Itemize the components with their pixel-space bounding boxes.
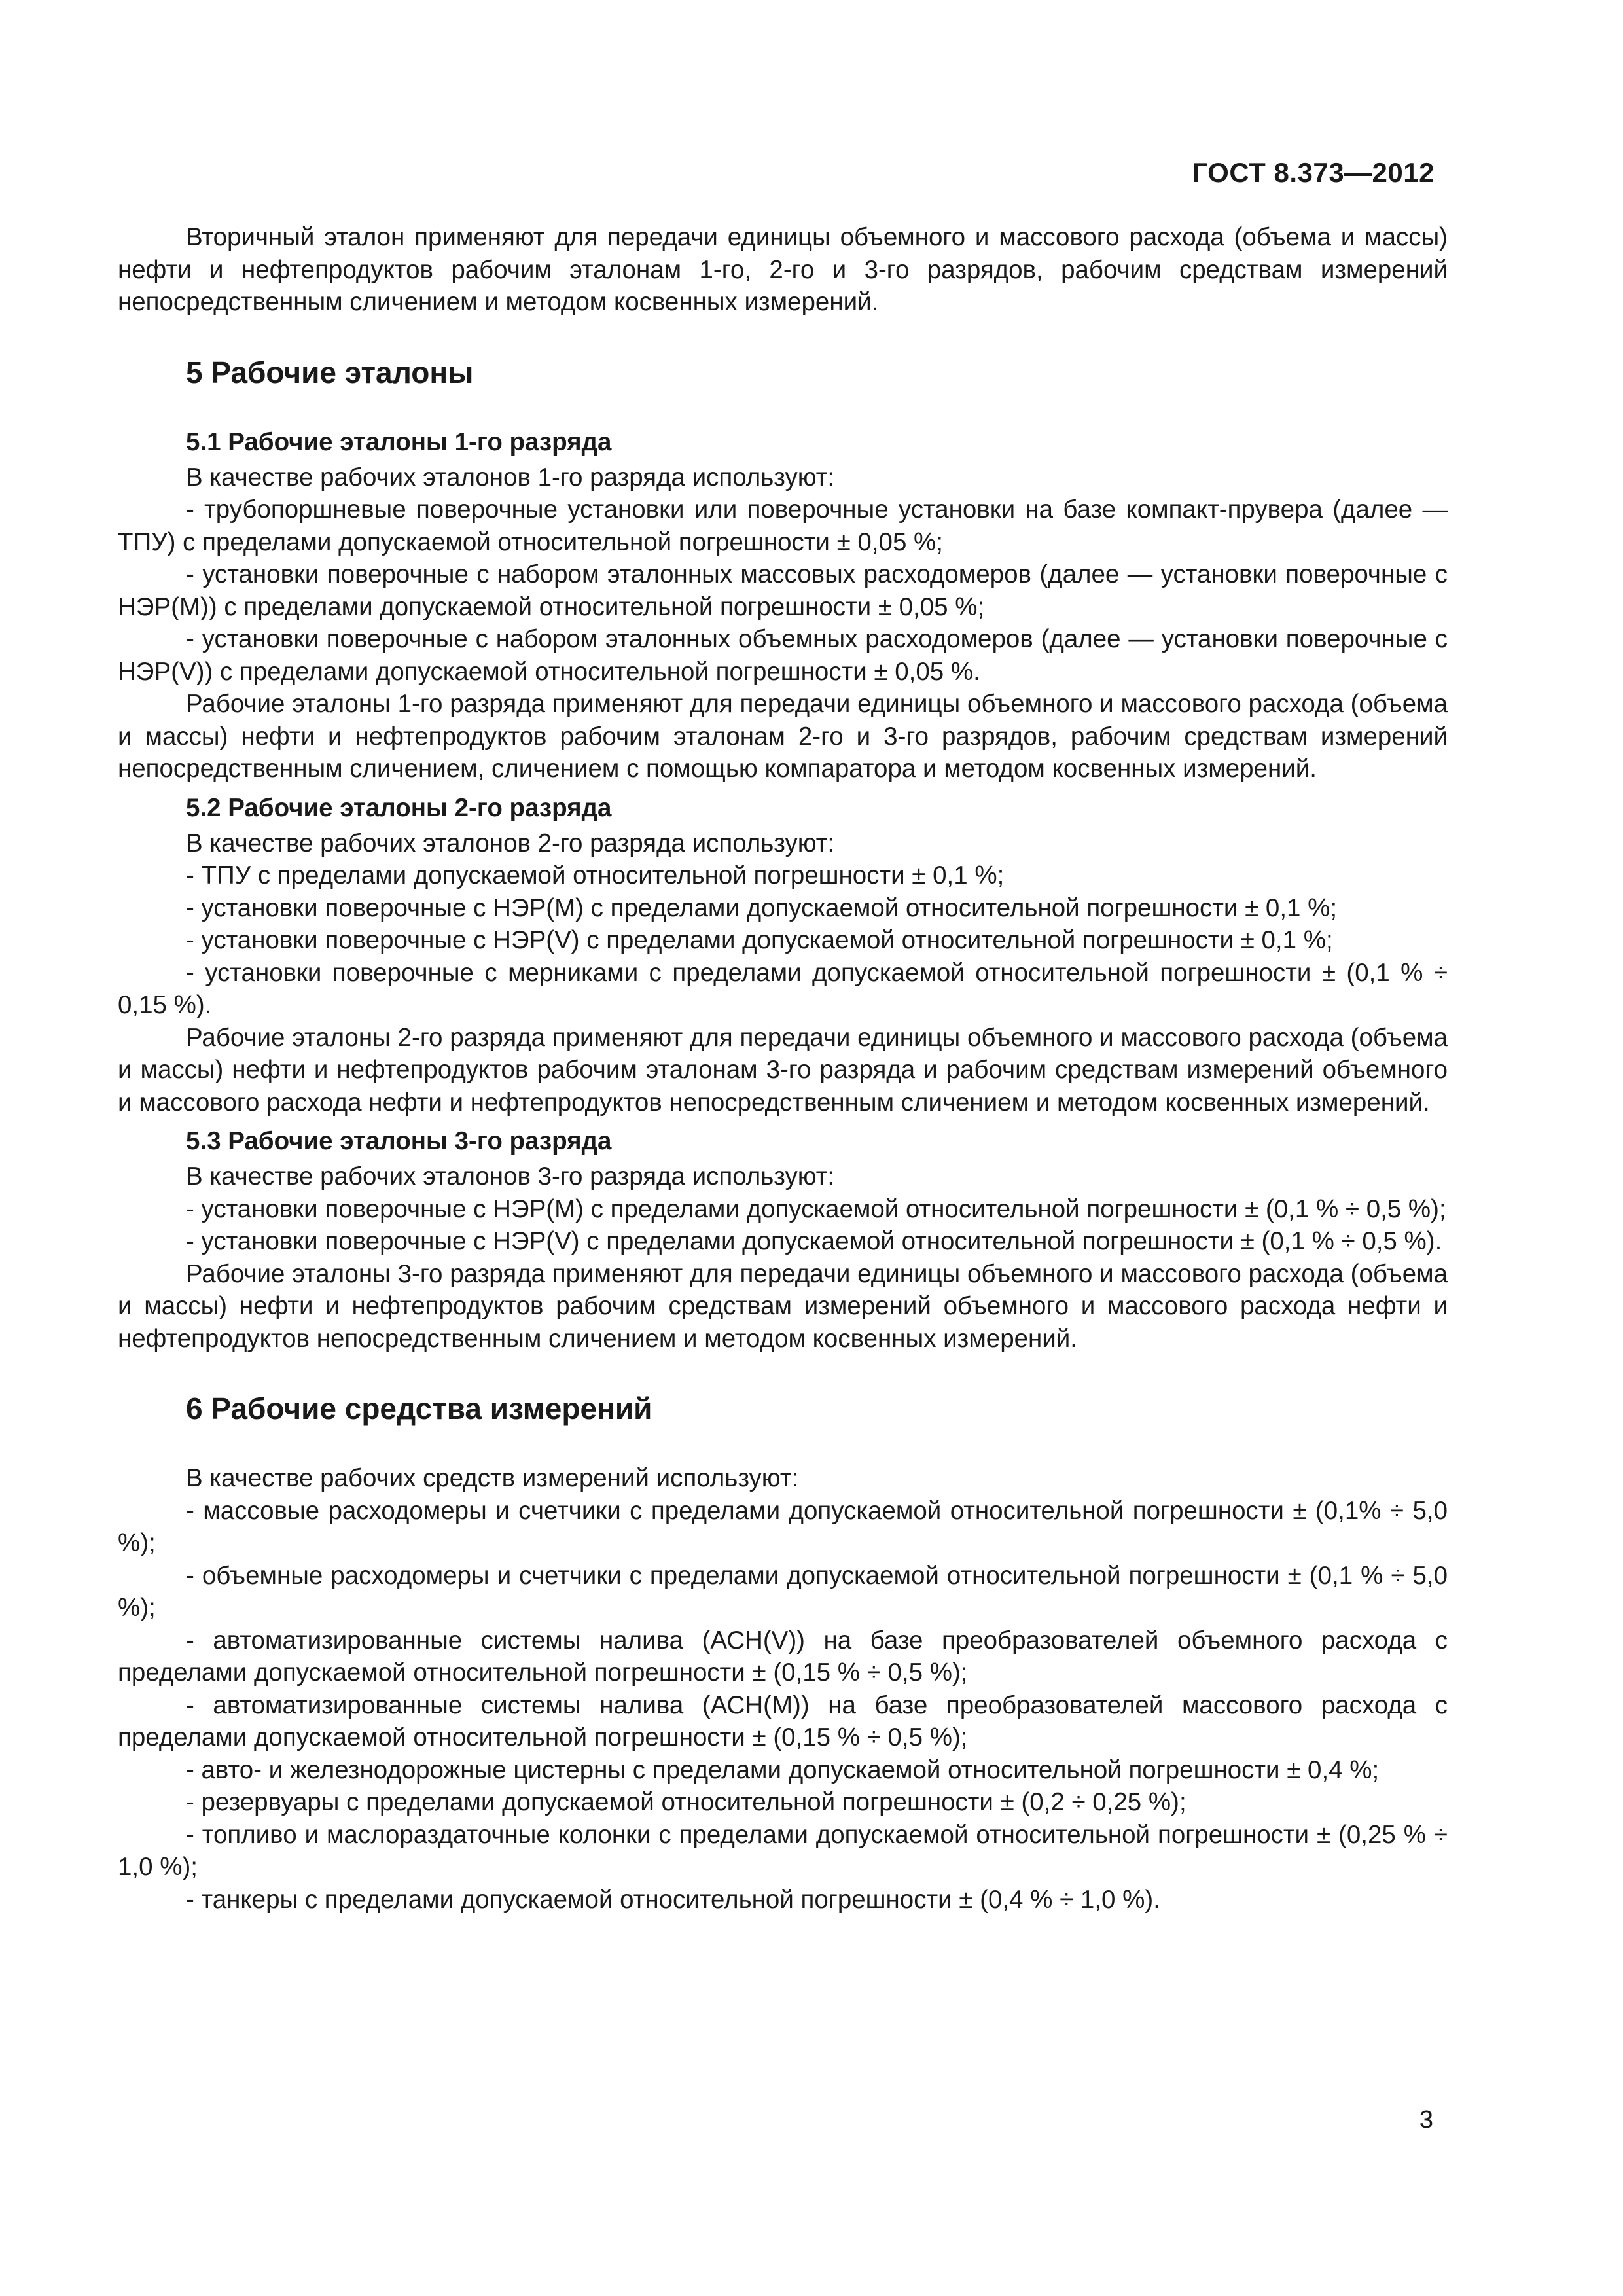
list-item: - автоматизированные системы налива (АСН(М)) на базе преобразователей массового расхода с пределами допускаемой относительной погрешности ± (0,15 % ÷ 0,5 %); <box>118 1691 1448 1751</box>
subsection-5-3-heading: 5.3 Рабочие эталоны 3-го разряда <box>186 1127 612 1155</box>
list-item: - ТПУ с пределами допускаемой относительной погрешности ± 0,1 %; <box>186 861 1005 889</box>
subsection-5-2-lead: В качестве рабочих эталонов 2-го разряда используют: <box>186 829 835 857</box>
list-item: - установки поверочные с НЭР(М) с пределами допускаемой относительной погрешности ± (0,1 % ÷ 0,5 %); <box>186 1194 1446 1223</box>
subsection-5-3-lead: В качестве рабочих эталонов 3-го разряда используют: <box>186 1162 835 1191</box>
list-item: - резервуары с пределами допускаемой относительной погрешности ± (0,2 ÷ 0,25 %); <box>186 1788 1186 1816</box>
subsection-5-3-usage: Рабочие эталоны 3-го разряда применяют для передачи единицы объемного и массового расхода (объема и массы) нефти и нефтепродуктов рабочим средствам измерений объемного и массового расхода нефти и нефтепродуктов непосредственным сличением и методом косвенных измерений. <box>118 1259 1448 1353</box>
list-item: - установки поверочные с набором эталонных массовых расходомеров (далее — установки поверочные с НЭР(М)) с пределами допускаемой относительной погрешности ± 0,05 %; <box>118 560 1448 621</box>
document-body <box>118 221 1448 1916</box>
page-number: 3 <box>1419 2106 1433 2134</box>
intro-paragraph: Вторичный эталон применяют для передачи единицы объемного и массового расхода (объема и массы) нефти и нефтепродуктов рабочим эталонам 1-го, 2-го и 3-го разрядов, рабочим средствам измерений непосредственным сличением и методом косвенных измерений. <box>118 223 1448 316</box>
list-item: - установки поверочные с НЭР(V) с пределами допускаемой относительной погрешности ± (0,1 % ÷ 0,5 %). <box>186 1227 1442 1255</box>
list-item: - массовые расходомеры и счетчики с пределами допускаемой относительной погрешности ± (0,1% ÷ 5,0 %); <box>118 1496 1448 1557</box>
subsection-5-1-lead: В качестве рабочих эталонов 1-го разряда используют: <box>186 463 835 492</box>
section-6-lead: В качестве рабочих средств измерений используют: <box>186 1464 799 1492</box>
list-item: - объемные расходомеры и счетчики с пределами допускаемой относительной погрешности ± (0,1 % ÷ 5,0 %); <box>118 1561 1448 1622</box>
subsection-5-2-heading: 5.2 Рабочие эталоны 2-го разряда <box>186 793 612 822</box>
list-item: - установки поверочные с НЭР(V) с пределами допускаемой относительной погрешности ± 0,1 %; <box>186 926 1333 954</box>
list-item: - трубопоршневые поверочные установки или поверочные установки на базе компакт-прувера (далее — ТПУ) с пределами допускаемой относительной погрешности ± 0,05 %; <box>118 495 1448 556</box>
subsection-5-2-usage: Рабочие эталоны 2-го разряда применяют для передачи единицы объемного и массового расхода (объема и массы) нефти и нефтепродуктов рабочим эталонам 3-го разряда и рабочим средствам измерений объемного и массового расхода нефти и нефтепродуктов непосредственным сличением и методом косвенных измерений. <box>118 1023 1448 1117</box>
list-item: - установки поверочные с набором эталонных объемных расходомеров (далее — установки поверочные с НЭР(V)) с пределами допускаемой относительной погрешности ± 0,05 %. <box>118 625 1448 686</box>
subsection-5-1-heading: 5.1 Рабочие эталоны 1-го разряда <box>186 427 612 456</box>
list-item: - автоматизированные системы налива (АСН(V)) на базе преобразователей объемного расхода с пределами допускаемой относительной погрешности ± (0,15 % ÷ 0,5 %); <box>118 1626 1448 1687</box>
list-item: - танкеры с пределами допускаемой относительной погрешности ± (0,4 % ÷ 1,0 %). <box>186 1885 1160 1914</box>
section-5-heading: 5 Рабочие эталоны <box>186 355 474 389</box>
list-item: - установки поверочные с мерниками с пределами допускаемой относительной погрешности ± (0,1 % ÷ 0,15 %). <box>118 958 1448 1019</box>
list-item: - топливо и маслораздаточные колонки с пределами допускаемой относительной погрешности ± (0,25 % ÷ 1,0 %); <box>118 1820 1448 1881</box>
list-item: - авто- и железнодорожные цистерны с пределами допускаемой относительной погрешности ± 0,4 %; <box>186 1755 1380 1784</box>
section-6-heading: 6 Рабочие средства измерений <box>186 1391 652 1426</box>
subsection-5-1-usage: Рабочие эталоны 1-го разряда применяют для передачи единицы объемного и массового расхода (объема и массы) нефти и нефтепродуктов рабочим эталонам 2-го и 3-го разрядов, рабочим средствам измерений непосредственным сличением, сличением с помощью компаратора и методом косвенных измерений. <box>118 690 1448 783</box>
document-number-header: ГОСТ 8.373—2012 <box>1192 157 1435 188</box>
list-item: - установки поверочные с НЭР(М) с пределами допускаемой относительной погрешности ± 0,1 %; <box>186 893 1338 922</box>
